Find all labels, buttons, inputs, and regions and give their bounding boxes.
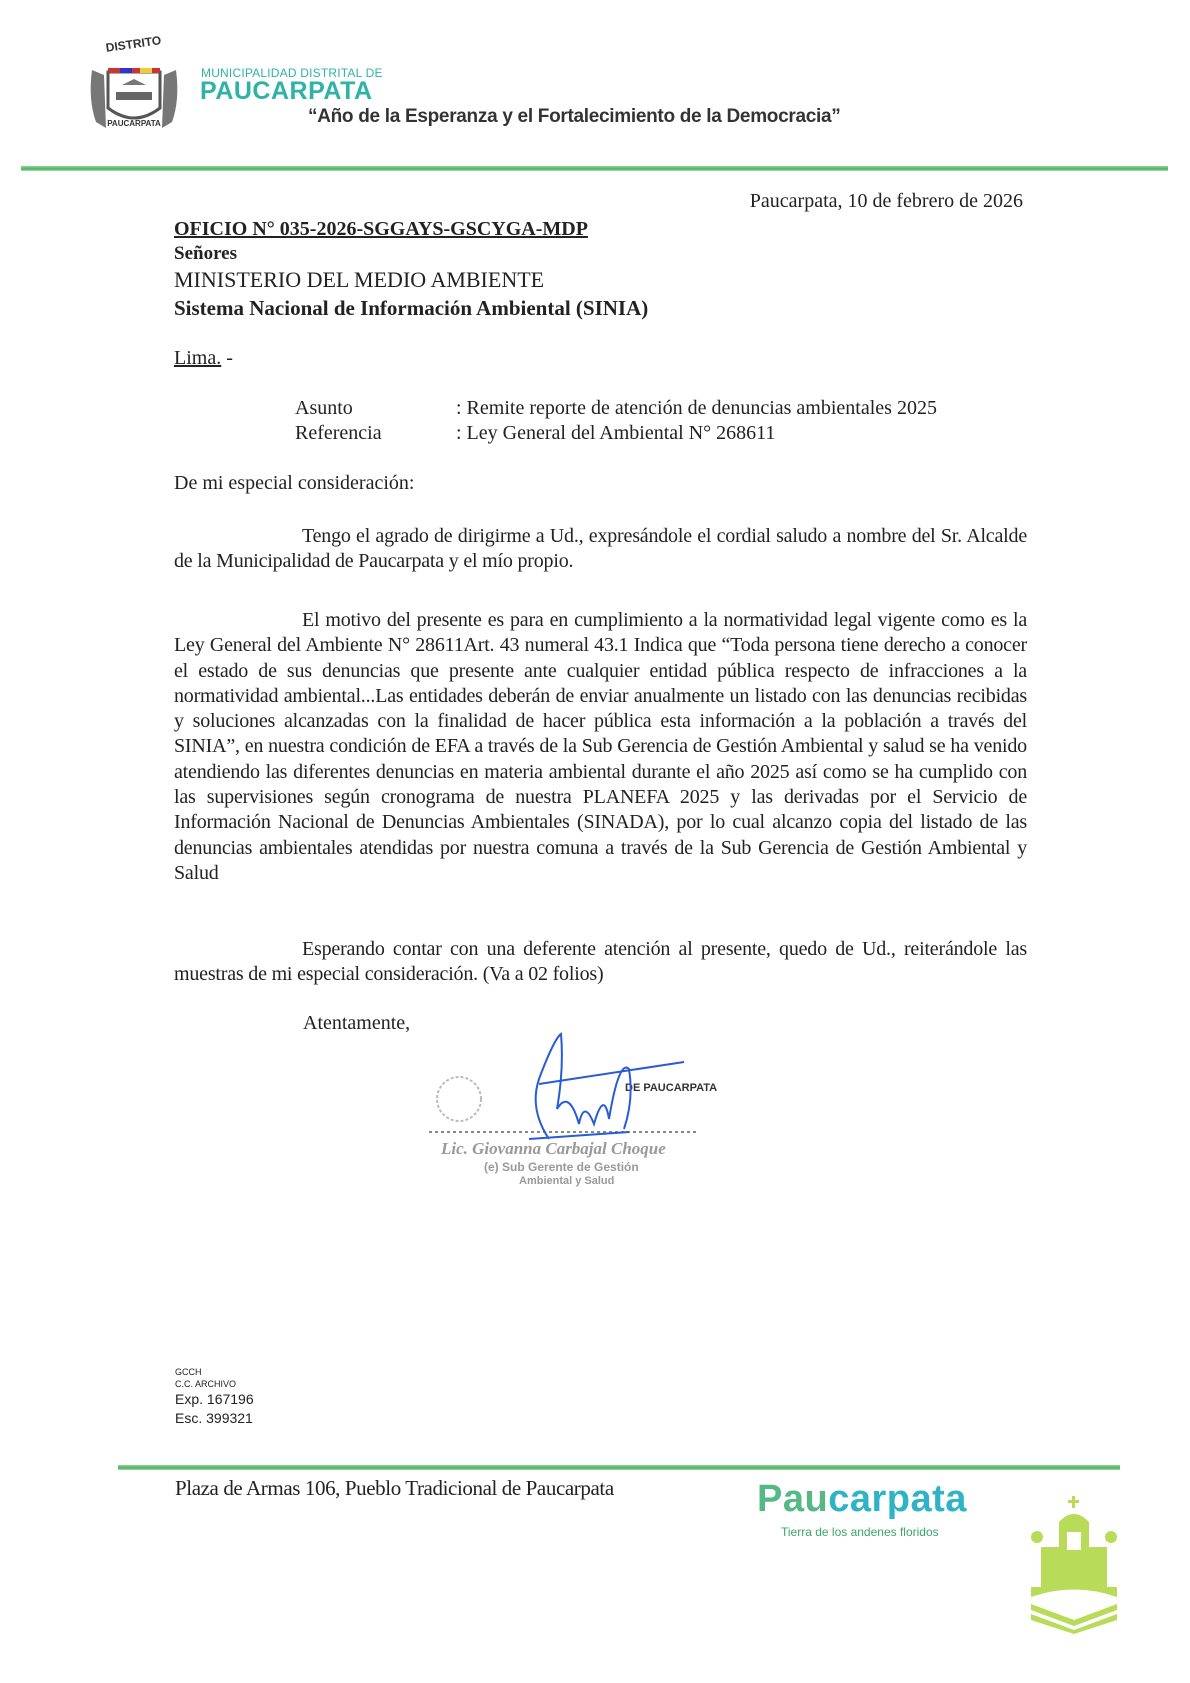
svg-text:PAUCARPATA: PAUCARPATA xyxy=(107,119,161,128)
year-motto: “Año de la Esperanza y el Fortalecimiento de la Democracia” xyxy=(308,106,841,127)
recipient-unit: Sistema Nacional de Información Ambiental (SINIA) xyxy=(174,296,649,320)
paragraph-3: Esperando contar con una deferente atención al presente, quedo de Ud., reiterándole las muestras de mi especial consideración. (Va a 02 folios) xyxy=(174,938,1027,986)
letter-date: Paucarpata, 10 de febrero de 2026 xyxy=(749,190,1023,212)
city: Lima. xyxy=(174,347,222,369)
greeting: De mi especial consideración: xyxy=(174,472,415,494)
city-line xyxy=(174,347,233,370)
paragraph-1: Tengo el agrado de dirigirme a Ud., expresándole el cordial saludo a nombre del Sr. Alcalde de la Municipalidad de Paucarpata y el mío propio. xyxy=(174,525,1027,573)
subject-label: Asunto xyxy=(295,397,353,419)
closing: Atentamente, xyxy=(303,1012,411,1034)
footer-tagline: Tierra de los andenes floridos xyxy=(781,1525,939,1539)
brand-part2: carpata xyxy=(828,1478,967,1520)
brand-part1: Pau xyxy=(757,1478,829,1520)
signer-title-line1: (e) Sub Gerente de Gestión xyxy=(484,1160,639,1174)
footer-divider xyxy=(118,1465,1120,1470)
handwritten-signature xyxy=(429,1029,719,1194)
reference-number: OFICIO N° 035-2026-SGGAYS-GSCYGA-MDP xyxy=(174,218,588,240)
signer-title-line2: Ambiental y Salud xyxy=(519,1175,615,1187)
svg-text:DISTRITO: DISTRITO xyxy=(104,33,163,55)
copy-archive: C.C. ARCHIVO xyxy=(175,1379,237,1389)
coat-of-arms-icon xyxy=(84,30,184,136)
reference-label: Referencia xyxy=(295,422,382,444)
subject-value: : Remite reporte de atención de denuncias ambientales 2025 xyxy=(456,397,937,419)
footer-brand-logo xyxy=(757,1478,967,1521)
header-divider xyxy=(21,166,1168,171)
initials: GCCH xyxy=(175,1367,202,1377)
footer-address: Plaza de Armas 106, Pueblo Tradicional de Paucarpata xyxy=(175,1476,614,1500)
church-emblem xyxy=(1029,1492,1119,1634)
recipient-org: MINISTERIO DEL MEDIO AMBIENTE xyxy=(174,267,545,292)
signer-name: Lic. Giovanna Carbajal Choque xyxy=(441,1139,666,1158)
escrito-number: Esc. 399321 xyxy=(175,1410,253,1426)
church-emblem-icon xyxy=(1029,1492,1119,1634)
salutation-to: Señores xyxy=(174,243,237,264)
expediente-number: Exp. 167196 xyxy=(175,1391,254,1407)
stamp-top-text: DE PAUCARPATA xyxy=(625,1082,718,1094)
city-suffix: - xyxy=(221,347,233,369)
reference-value: : Ley General del Ambiental N° 268611 xyxy=(456,422,776,444)
institution-name-line2: PAUCARPATA xyxy=(200,77,373,105)
signature-stamp xyxy=(429,1029,719,1194)
paragraph-2: El motivo del presente es para en cumplimiento a la normatividad legal vigente como es la Ley General del Ambiente N° 28611Art. 43 numeral 43.1 Indica que “Toda persona tiene derecho a conocer el estado de sus denuncias que presente ante cualquier entidad pública respecto de infracciones a la normatividad ambiental...Las entidades deberán de enviar anualmente un listado con las denuncias recibidas y soluciones alcanzadas con la finalidad de hacer pública esta información a la población a través del SINIA”, en nuestra condición de EFA a través de la Sub Gerencia de Gestión Ambiental y salud se ha venido atendiendo las diferentes denuncias en materia ambiental durante el año 2025 así como se ha cumplido con las supervisiones según cronograma de nuestra PLANEFA 2025 y las derivadas por el Servicio de Información Nacional de Denuncias Ambientales (SINADA), por lo cual alcanzo copia del listado de las denuncias ambientales atendidas por nuestra comuna a través de la Sub Gerencia de Gestión Ambiental y Salud xyxy=(174,609,1027,884)
municipal-coat-of-arms xyxy=(84,30,184,136)
institution-name-line1: MUNICIPALIDAD DISTRITAL DE xyxy=(201,66,383,80)
